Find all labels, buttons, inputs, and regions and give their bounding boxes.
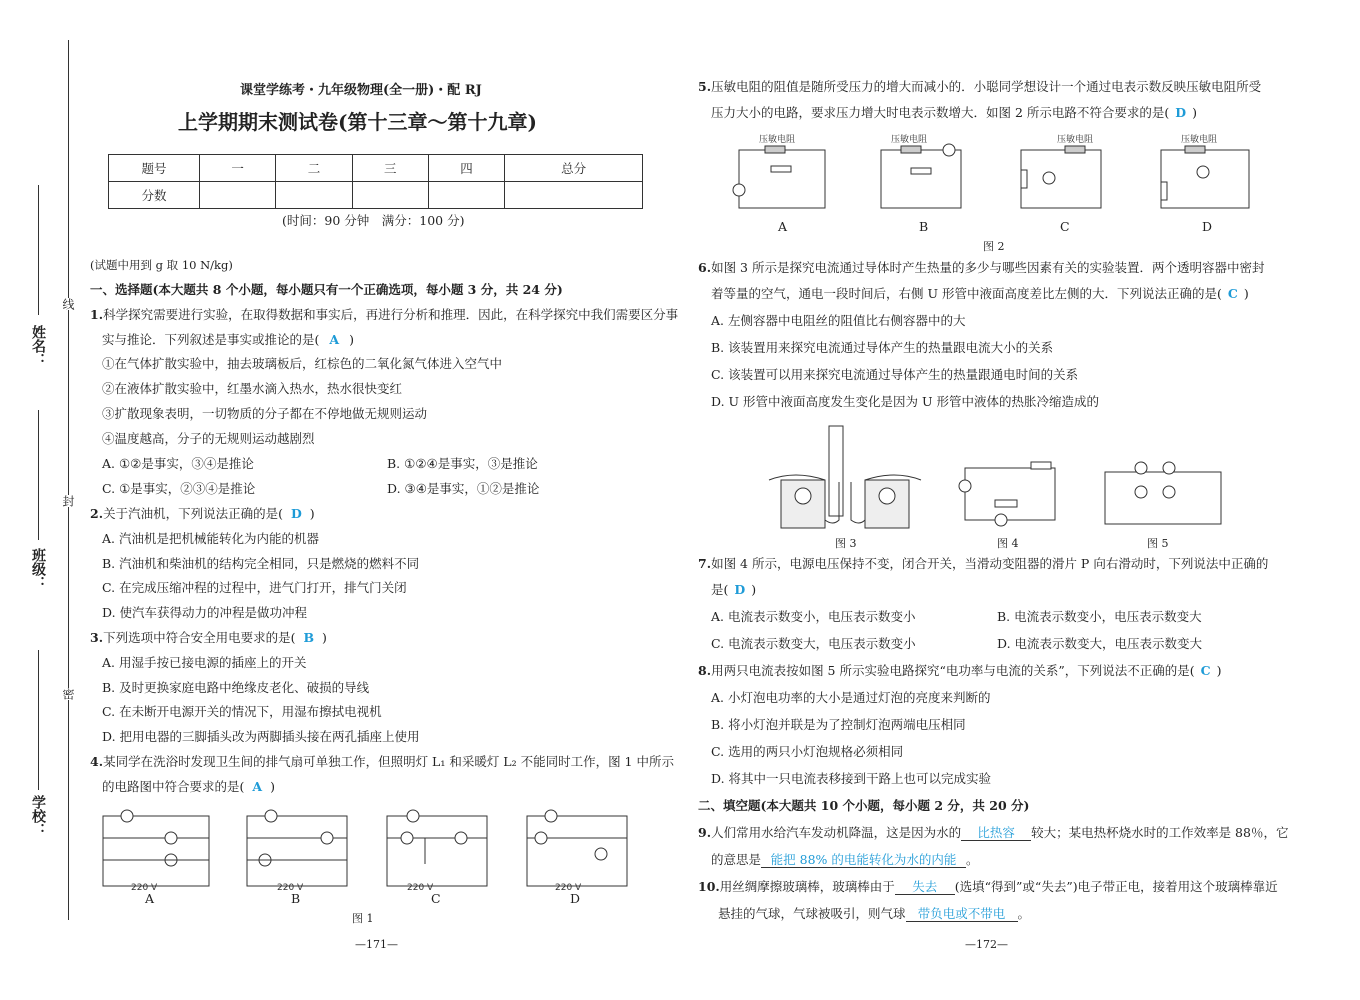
q4-option-d[interactable]: D (570, 891, 581, 906)
page-number-left: —171— (355, 938, 398, 951)
q5-option-b[interactable]: B (919, 219, 929, 234)
q8-stem (698, 664, 1221, 678)
fig2-sensor-label: 压敏电阻 (891, 135, 928, 145)
q1-option-a[interactable]: A. ①②是事实，③④是推论 (102, 456, 254, 471)
q6-option-d[interactable]: D. U 形管中液面高度发生变化是因为 U 形管中液体的热胀冷缩造成的 (711, 394, 1100, 409)
q10-pre: 用丝绸摩擦玻璃棒，玻璃棒由于 (719, 879, 895, 894)
q2-stem (90, 507, 315, 521)
q10-line2 (718, 907, 1030, 922)
name-blank (38, 185, 39, 315)
q4-option-a[interactable]: A (145, 891, 155, 906)
q9-pre: 人们常用水给汽车发动机降温，这是因为水的 (711, 825, 962, 840)
q8-option-d[interactable]: D. 将其中一只电流表移接到干路上也可以完成实验 (711, 771, 992, 786)
q3-answer: B (303, 630, 315, 645)
q10-blank-2[interactable]: 带负电或不带电 (906, 907, 1018, 922)
q2-text: 关于汽油机，下列说法正确的是( (103, 506, 283, 521)
fig1-voltage: 220 V (555, 883, 582, 893)
q5-num: 5. (698, 79, 712, 94)
q6-option-c[interactable]: C. 该装置可以用来探究电流通过导体产生的热量跟通电时间的关系 (711, 367, 1079, 382)
q5-text2: 压力大小的电路，要求压力增大时电表示数增大．如图 2 所示电路不符合要求的是( (711, 105, 1170, 120)
q2-option-b[interactable]: B. 汽油机和柴油机的结构完全相同，只是燃烧的燃料不同 (102, 556, 420, 571)
q8-option-c[interactable]: C. 选用的两只小灯泡规格必须相同 (711, 744, 904, 759)
figure-2-circuits (725, 130, 1255, 212)
score-cell: 三 (352, 155, 428, 182)
q6-option-b[interactable]: B. 该装置用来探究电流通过导体产生的热量跟电流大小的关系 (711, 340, 1054, 355)
q2-num: 2. (90, 506, 104, 521)
q1-text2: 实与推论．下列叙述是事实或推论的是( (102, 332, 320, 347)
q2-option-c[interactable]: C. 在完成压缩冲程的过程中，进气门打开，排气门关闭 (102, 580, 407, 595)
q8-num: 8. (698, 663, 712, 678)
figure-1-caption: 图 1 (352, 912, 374, 925)
q9-line2 (711, 853, 979, 868)
q10-num: 10. (698, 879, 720, 894)
fig2-sensor-label: 压敏电阻 (1057, 135, 1094, 145)
q1-line1 (90, 308, 678, 322)
series-title: 课堂学练考・九年级物理(全一册)・配 RJ (240, 83, 482, 98)
score-input[interactable] (505, 182, 643, 209)
q7-text1: 如图 4 所示，电源电压保持不变，闭合开关，当滑动变阻器的滑片 P 向右滑动时，下列说法中正确的 (711, 556, 1269, 571)
q6-num: 6. (698, 260, 712, 275)
school-blank (38, 650, 39, 790)
q4-close: ) (270, 779, 275, 794)
q5-option-a[interactable]: A (778, 219, 788, 234)
q9-pre2: 的意思是 (711, 852, 762, 867)
q7-text2: 是( (711, 582, 729, 597)
q3-option-b[interactable]: B. 及时更换家庭电路中绝缘皮老化、破损的导线 (102, 680, 370, 695)
figure-3-caption: 图 3 (835, 537, 857, 550)
q7-line2 (711, 583, 756, 597)
q6-text1: 如图 3 所示是探究电流通过导体时产生热量的多少与哪些因素有关的实验装置．两个透明容器中密封 (711, 260, 1265, 275)
figure-5-caption: 图 5 (1147, 537, 1169, 550)
score-table (108, 154, 643, 209)
q8-text: 用两只电流表按如图 5 所示实验电路探究“电功率与电流的关系”，下列说法不正确的是( (711, 663, 1195, 678)
q5-close: ) (1192, 105, 1198, 120)
q4-num: 4. (90, 754, 104, 769)
q10-line1 (698, 880, 1278, 895)
binding-margin (0, 0, 80, 1000)
mark-xian: 线 (61, 298, 75, 310)
q9-line1 (698, 826, 1288, 841)
q5-answer: D (1175, 105, 1187, 120)
section-2-title: 二、填空题(本大题共 10 个小题，每小题 2 分，共 20 分) (698, 798, 1030, 813)
q6-option-a[interactable]: A. 左侧容器中电阻丝的阻值比右侧容器中的大 (711, 313, 966, 328)
score-row-header (109, 155, 643, 182)
fig1-voltage: 220 V (407, 883, 434, 893)
score-row-values (109, 182, 643, 209)
q5-option-d[interactable]: D (1202, 219, 1213, 234)
school-label: 学校： (30, 795, 46, 837)
q4-line1 (90, 755, 674, 769)
q7-num: 7. (698, 556, 712, 571)
q1-text1: 科学探究需要进行实验，在取得数据和事实后，再进行分析和推理．因此，在科学探究中我们需要区分事 (103, 307, 679, 322)
q5-line1 (698, 80, 1261, 94)
score-input[interactable] (352, 182, 428, 209)
score-cell: 二 (276, 155, 352, 182)
q1-item: ④温度越高，分子的无规则运动越剧烈 (102, 431, 315, 446)
q1-item: ①在气体扩散实验中，抽去玻璃板后，红棕色的二氧化氮气体进入空气中 (102, 356, 503, 371)
q6-text2: 着等量的空气，通电一段时间后，右侧 U 形管中液面高度差比左侧的大．下列说法正确的是( (711, 286, 1222, 301)
q7-close: ) (751, 582, 757, 597)
q5-option-c[interactable]: C (1060, 219, 1070, 234)
q6-close: ) (1243, 286, 1249, 301)
fig2-sensor-label: 压敏电阻 (1181, 135, 1218, 145)
q10-mid: (选填“得到”或“失去”)电子带正电，接着用这个玻璃棒靠近 (954, 879, 1278, 894)
q1-option-d[interactable]: D. ③④是事实，①②是推论 (387, 481, 540, 496)
q8-option-a[interactable]: A. 小灯泡电功率的大小是通过灯泡的亮度来判断的 (711, 690, 991, 705)
q1-option-c[interactable]: C. ①是事实，②③④是推论 (102, 481, 256, 496)
score-cell: 分数 (109, 182, 200, 209)
q2-close: ) (309, 506, 315, 521)
q3-option-d[interactable]: D. 把用电器的三脚插头改为两脚插头接在两孔插座上使用 (102, 729, 420, 744)
class-blank (38, 410, 39, 540)
q7-answer: D (734, 582, 746, 597)
q7-line1 (698, 557, 1268, 571)
score-input[interactable] (276, 182, 352, 209)
q9-end: 。 (966, 852, 979, 867)
q9-blank-1[interactable]: 比热容 (961, 826, 1031, 841)
q4-option-c[interactable]: C (431, 891, 441, 906)
q4-answer: A (252, 779, 263, 794)
figure-4-caption: 图 4 (997, 537, 1019, 550)
score-input[interactable] (428, 182, 504, 209)
q9-num: 9. (698, 825, 712, 840)
q5-line2 (711, 106, 1197, 120)
fig2-sensor-label: 压敏电阻 (759, 135, 796, 145)
q2-option-a[interactable]: A. 汽油机是把机械能转化为内能的机器 (102, 531, 319, 546)
q1-answer: A (329, 332, 340, 347)
name-label: 姓名： (30, 325, 46, 367)
note: (试题中用到 g 取 10 N/kg) (90, 258, 233, 272)
q1-item: ②在液体扩散实验中，红墨水滴入热水，热水很快变红 (102, 381, 403, 396)
class-label: 班级： (30, 548, 46, 590)
section-1-title: 一、选择题(本大题共 8 个小题，每小题只有一个正确选项，每小题 3 分，共 24 分) (90, 282, 563, 297)
q1-close: ) (349, 332, 354, 347)
q7-option-b[interactable]: B. 电流表示数变小，电压表示数变大 (997, 609, 1202, 624)
figure-2-caption: 图 2 (983, 240, 1005, 253)
q4-line2 (102, 780, 275, 794)
q9-blank-2[interactable]: 能把 88% 的电能转化为水的内能 (761, 853, 966, 868)
q3-num: 3. (90, 630, 104, 645)
q9-mid: 较大；某电热杯烧水时的工作效率是 88％，它 (1031, 825, 1289, 840)
q3-stem (90, 631, 327, 645)
q6-line2 (711, 287, 1249, 301)
q1-item: ③扩散现象表明，一切物质的分子都在不停地做无规则运动 (102, 406, 428, 421)
page-title: 上学期期末测试卷(第十三章～第十九章) (178, 110, 537, 134)
q3-option-c[interactable]: C. 在未断开电源开关的情况下，用湿布擦拭电视机 (102, 704, 382, 719)
q6-line1 (698, 261, 1264, 275)
q7-option-c[interactable]: C. 电流表示数变大，电压表示数变小 (711, 636, 916, 651)
q8-answer: C (1200, 663, 1211, 678)
q10-pre2: 悬挂的气球，气球被吸引，则气球 (718, 906, 906, 921)
q4-text2: 的电路图中符合要求的是( (102, 779, 245, 794)
score-cell: 四 (428, 155, 504, 182)
q4-option-b[interactable]: B (291, 891, 301, 906)
q3-text: 下列选项中符合安全用电要求的是( (103, 630, 296, 645)
q2-answer: D (290, 506, 302, 521)
q6-answer: C (1227, 286, 1238, 301)
page-number-right: —172— (965, 938, 1008, 951)
binding-line (68, 40, 69, 920)
q2-option-d[interactable]: D. 使汽车获得动力的冲程是做功冲程 (102, 605, 308, 620)
score-cell: 一 (200, 155, 276, 182)
q3-close: ) (322, 630, 327, 645)
q1-line2 (102, 333, 354, 347)
score-input[interactable] (200, 182, 276, 209)
q1-option-b[interactable]: B. ①②④是事实，③是推论 (387, 456, 538, 471)
time-info: (时间：90 分钟 满分：100 分) (282, 213, 465, 228)
score-cell: 总分 (505, 155, 643, 182)
q8-option-b[interactable]: B. 将小灯泡并联是为了控制灯泡两端电压相同 (711, 717, 966, 732)
q1-num: 1. (90, 307, 104, 322)
q8-close: ) (1216, 663, 1222, 678)
q4-text1: 某同学在洗浴时发现卫生间的排气扇可单独工作，但照明灯 L₁ 和采暖灯 L₂ 不能同时工作，图 1 中所示 (103, 754, 674, 769)
fig1-voltage: 220 V (131, 883, 158, 893)
q10-blank-1[interactable]: 失去 (895, 880, 955, 895)
mark-mi: 密 (61, 688, 75, 700)
q7-option-d[interactable]: D. 电流表示数变大，电压表示数变大 (997, 636, 1203, 651)
q3-option-a[interactable]: A. 用湿手按已接电源的插座上的开关 (102, 655, 307, 670)
fig1-voltage: 220 V (277, 883, 304, 893)
q7-option-a[interactable]: A. 电流表示数变小，电压表示数变小 (711, 609, 916, 624)
figures-3-4-5 (765, 420, 1245, 532)
mark-feng: 封 (61, 495, 75, 507)
score-cell: 题号 (109, 155, 200, 182)
q10-end: 。 (1017, 906, 1031, 921)
q5-text1: 压敏电阻的阻值是随所受压力的增大而减小的．小聪同学想设计一个通过电表示数反映压敏电阻所受 (711, 79, 1262, 94)
